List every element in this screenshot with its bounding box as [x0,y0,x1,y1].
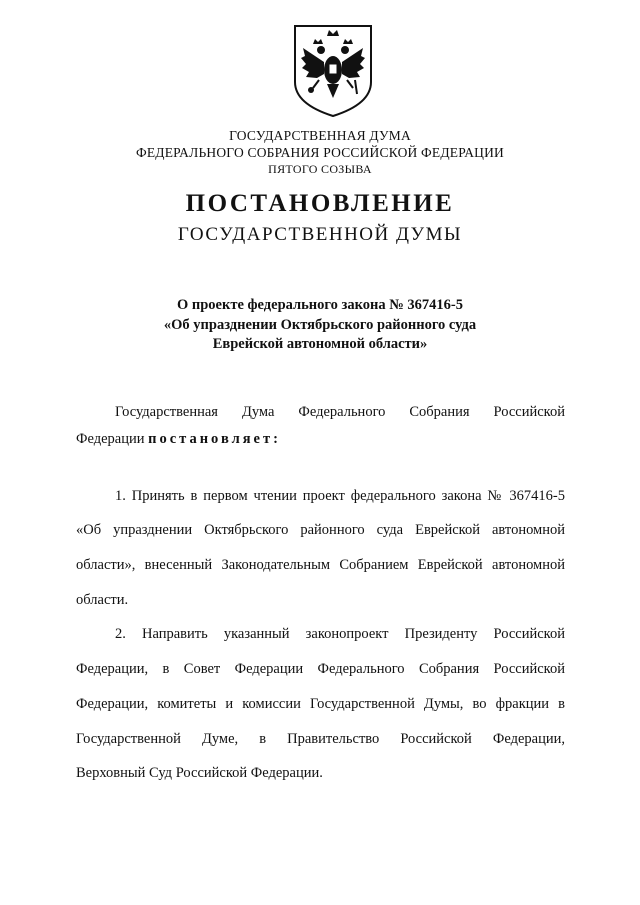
subject-line1: О проекте федерального закона № 367416-5 [176,297,464,313]
item1-line1: 1. Принять в первом чтении проект федерального закона № 367416-5 [115,488,565,504]
preamble-line1: Государственная Дума Федерального Собрания Российской [115,404,565,420]
item1-line3: области», внесенный Законодательным Собранием Еврейской автономной [76,557,565,573]
item2-line4: Государственной Думе, в Правительство Российской Федерации, [76,731,565,747]
subject-line3: Еврейской автономной области» [212,336,428,352]
document-title: ПОСТАНОВЛЕНИЕ [185,190,455,217]
preamble-line2 [76,431,565,448]
item2-line5: Верховный Суд Российской Федерации. [76,765,323,781]
convocation: ПЯТОГО СОЗЫВА [268,162,372,176]
state-emblem-icon [291,22,375,118]
item2-line3: Федерации, комитеты и комиссии Государственной Думы, во фракции в [76,696,565,712]
subject-line2: «Об упразднении Октябрьского районного суда [163,317,477,333]
resolves-word: постановляет: [148,431,281,447]
item2-line2: Федерации, в Совет Федерации Федерального Собрания Российской [76,661,565,677]
preamble-line2-prefix: Федерации [76,431,145,447]
org-name-line2: ФЕДЕРАЛЬНОГО СОБРАНИЯ РОССИЙСКОЙ ФЕДЕРАЦИИ [136,145,504,160]
item1-line4: области. [76,592,129,608]
document-subtitle: ГОСУДАРСТВЕННОЙ ДУМЫ [177,224,463,245]
item1-line2: «Об упразднении Октябрьского районного суда Еврейской автономной [76,522,565,538]
item2-line1: 2. Направить указанный законопроект Президенту Российской [115,626,565,642]
org-name-line1: ГОСУДАРСТВЕННАЯ ДУМА [229,128,411,143]
